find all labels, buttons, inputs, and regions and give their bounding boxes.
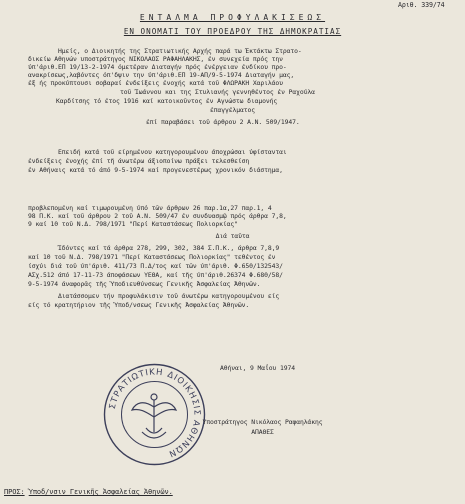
para4-line: Ἰδόντες καί τά άρθρα 278, 299, 302, 384 Σ.Π.Κ., άρθρα 7,8,9: [58, 244, 280, 252]
para5-line: είς τό κρατητήριον τῆς Ὑποδ/νσεως Γενικῆς Ἀσφαλείας Ἀθηνῶν.: [28, 301, 250, 309]
profession-line: έπαγγέλματος: [210, 106, 255, 114]
para2-line: Επειδή κατά τοῦ είρημένου κατηγορουμένου άποχρώσαι ύφίστανται: [58, 148, 287, 156]
reference-number: Αριθ. 339/74: [398, 1, 445, 9]
signature-status: ΑΠΑΘΕΣ: [251, 428, 274, 436]
person-line: Καρδίτσης τό έτος 1916 καί κατοικοῦντος έν Αγνώστω διαμονής: [56, 97, 278, 105]
dia-tauta-heading: Διά ταῦτα: [215, 232, 250, 240]
svg-text:ΣΤΡΑΤΙΩΤΙΚΗ ΔΙΟΙΚΗΣΙΣ ΑΘΗΝΩΝ: ΣΤΡΑΤΙΩΤΙΚΗ ΔΙΟΙΚΗΣΙΣ ΑΘΗΝΩΝ: [107, 367, 202, 459]
document-title: ΕΝΤΑΛΜΑ ΠΡΟΦΥΛΑΚΙΣΕΩΣ: [139, 13, 326, 22]
para3-line: 98 Π.Κ. καί τοῦ άρθρου 2 τοῦ Α.Ν. 509/47 έν συνδυασμῷ πρός άρθρα 7,8,: [28, 212, 287, 220]
para4-line: ίσχύι διά τοῦ ύπ'άριθ. 411/73 Π.Δ/τος καί τῶν ύπ'άριθ. Φ.650/132543/: [28, 262, 283, 270]
para1-line: ύπ'άριθ.ΕΠ 19/13-2-1974 όμετέραν Διαταγήν πρός ένέργειαν ένδίκου προ-: [28, 63, 287, 71]
signature-name: Υποστράτηγος Νικόλαος Ραφαηλάκης: [202, 418, 323, 426]
place-date: Αθήναι, 9 Μαΐου 1974: [220, 364, 295, 372]
footer-label: ΠΡΟΣ:: [4, 488, 25, 496]
para4-line: 9-5-1974 άναφορᾶς τῆς Ὑποδιευθύνσεως Γενικῆς Ἀσφαλείας Ἀθηνῶν.: [28, 280, 261, 288]
para5-line: Διατάσσομεν τήν προφυλάκισιν τοῦ άνωτέρω κατηγορουμένου είς: [58, 292, 280, 300]
para2-line: έν Αθήναις κατά τό άπό 9-5-1974 καί προγενεστέρως χρονικόν διάστημα,: [28, 166, 283, 174]
article-line: έπί παραβάσει τοῦ άρθρου 2 Α.Ν. 509/1947.: [146, 118, 300, 126]
document-subtitle: ΕΝ ΟΝΟΜΑΤΙ ΤΟΥ ΠΡΟΕΔΡΟΥ ΤΗΣ ΔΗΜΟΚΡΑΤΙΑΣ: [123, 27, 342, 36]
para3-line: 9 καί 10 τοῦ Ν.Δ. 798/1971 "Περί Καταστάσεως Πολιορκίας": [28, 220, 238, 228]
para3-line: προβλεπομένη καί τιμωρουμένη ύπό τῶν άρθρων 26 παρ.1α,27 παρ.1, 4: [28, 204, 272, 212]
para4-line: καί 10 τοῦ Ν.Δ. 798/1971 "Περί Καταστάσεως Πολιορκίας" τεθέντος έν: [28, 253, 276, 261]
para1-line: δικείω Αθηνών υποστράτηγος ΝΙΚΟΛΑΟΣ ΡΑΦΑΗΛΑΚΗΣ, έν συνεχεία πρός την: [28, 55, 283, 63]
para1-line: έξ ής προκύπτουσι σοβαραί ένδείξεις ένοχής κατά τοῦ ΦΛΩΡΑΚΗ Χαριλάου: [28, 79, 283, 87]
para2-line: ένδείξεις ένοχής έπί τῆ άνωτέρω άξιοποίνω πράξει τελεσθείση: [28, 157, 250, 165]
para1-line: ανακρίσεως,λαβόντες όπ'δψιν την ύπ'άριθ.ΕΠ 19-ΑΠ/9-5-1974 Διαταγήν μας,: [28, 71, 295, 79]
para4-line: ΑΣχ.512 άπό 17-11-73 άποφάσεων ΥΕΘΑ, καί τῆς ύπ'άριθ.26374 Φ.680/58/: [28, 271, 283, 279]
footer-recipient-value: Ὑποδ/νσιν Γενικῆς Ἀσφαλείας Ἀθηνῶν.: [28, 488, 173, 496]
footer-recipient: [4, 488, 173, 496]
para1-line: Ημείς, ο Διοικητής της Στρατιωτικής Αρχής παρά τω Έκτάκτω Στρατο-: [58, 47, 302, 55]
official-seal-stamp: [102, 362, 207, 467]
person-line: τοῦ Ἰωάννου και της Στυλιανής γεννηθέντος έν Ραχούλα: [120, 88, 315, 96]
